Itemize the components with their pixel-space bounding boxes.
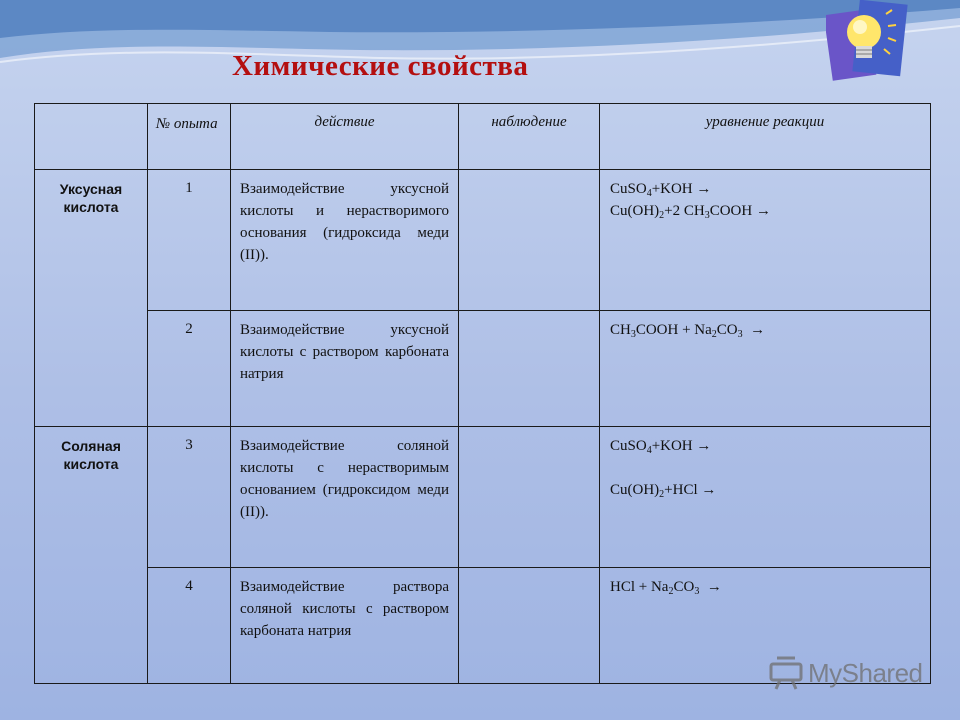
table-row — [35, 170, 931, 311]
equation-line: HCl + $Na_2CO_3$ → — [610, 579, 722, 597]
header-action: действие — [231, 104, 459, 170]
equation-line: $Cu(OH)_2+2$ $CH_3COOH$ → — [610, 203, 771, 221]
header-equation: уравнение реакции — [600, 104, 931, 170]
header-observation: наблюдение — [459, 104, 600, 170]
observation-cell — [459, 170, 600, 311]
watermark-text: MyShared — [808, 658, 923, 688]
experiment-number: 4 — [148, 568, 231, 684]
observation-cell — [459, 568, 600, 684]
header-num — [148, 104, 231, 170]
header-row — [35, 104, 931, 170]
table-row — [35, 311, 931, 427]
action-cell: Взаимодействие соляной кислоты с нерастворимым основанием (гидроксидом меди (II)). — [231, 427, 459, 568]
table-row — [35, 427, 931, 568]
equation-line — [610, 457, 920, 479]
observation-cell — [459, 427, 600, 568]
action-cell: Взаимодействие уксусной кислоты и нерастворимого основания (гидроксида меди (II)). — [231, 170, 459, 311]
equation-cell — [600, 427, 931, 568]
equation-line: CuSO$_4$+KOH → — [610, 181, 712, 199]
lightbulb-icon — [826, 0, 912, 84]
experiment-number: 2 — [148, 311, 231, 427]
acid-label: Уксусная кислота — [35, 170, 148, 427]
equation-cell — [600, 311, 931, 427]
header-num-label: № опыта — [156, 116, 218, 132]
observation-cell — [459, 311, 600, 427]
properties-table — [34, 103, 931, 684]
projector-icon — [768, 656, 804, 690]
equation-line: $CH_3COOH + Na_2CO_3$ → — [610, 322, 766, 340]
action-cell: Взаимодействие раствора соляной кислоты с раствором карбоната натрия — [231, 568, 459, 684]
equation-line: $Cu(OH)_2+HCl$ → — [610, 482, 717, 500]
equation-line: CuSO$_4$+KOH → — [610, 438, 712, 456]
experiment-number: 3 — [148, 427, 231, 568]
page-title: Химические свойства — [232, 50, 529, 82]
experiment-number: 1 — [148, 170, 231, 311]
equation-cell — [600, 170, 931, 311]
header-acid — [35, 104, 148, 170]
acid-label: Соляная кислота — [35, 427, 148, 684]
myshared-watermark — [768, 656, 928, 692]
action-cell: Взаимодействие уксусной кислоты с раствором карбоната натрия — [231, 311, 459, 427]
